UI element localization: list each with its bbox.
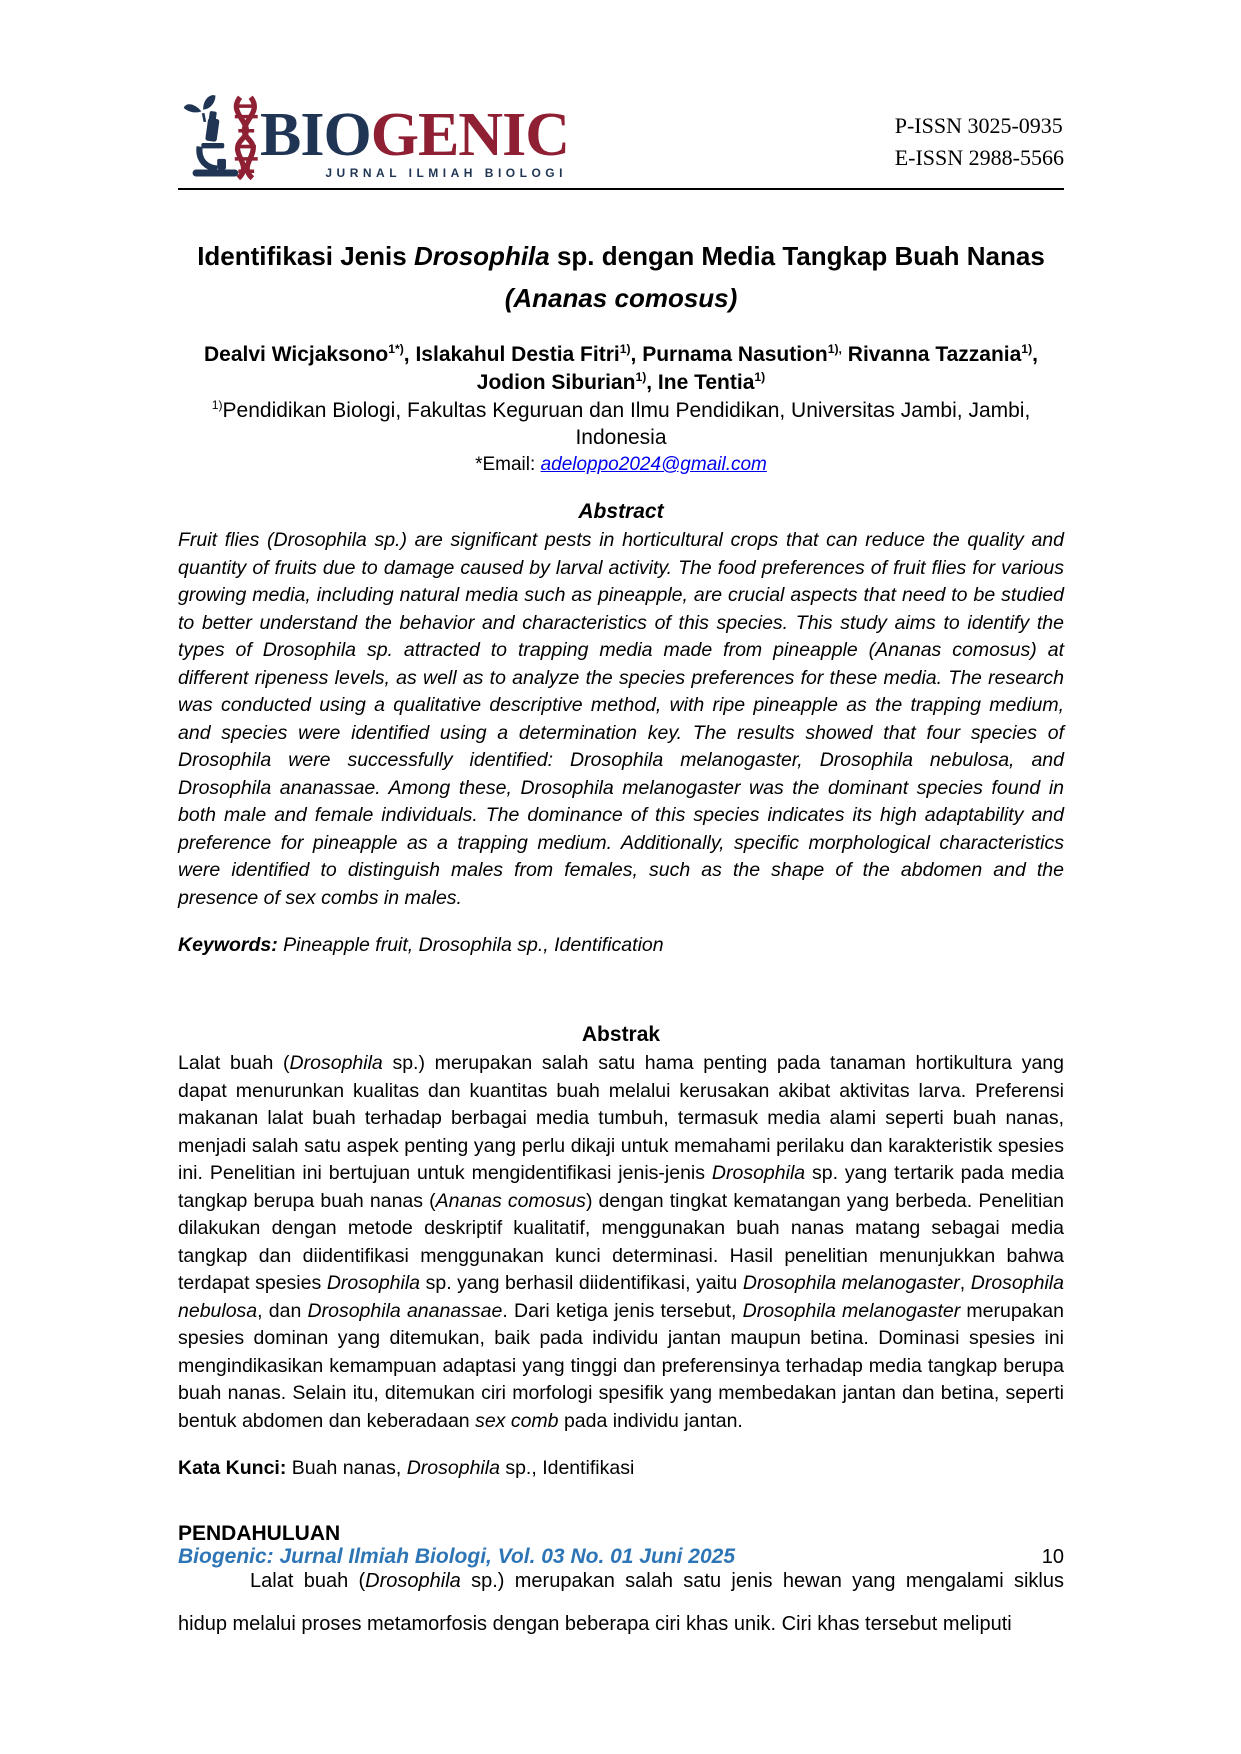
keywords-line: Keywords: Pineapple fruit, Drosophila sp., Identification [178, 934, 664, 957]
footer-journal-line: Biogenic: Jurnal Ilmiah Biologi, Vol. 03 No. 01 Juni 2025 [178, 1545, 736, 1568]
abstract-body-id: Lalat buah (Drosophila sp.) merupakan salah satu hama penting pada tanaman hortikultura yang dapat menurunkan kualitas dan kuantitas buah melalui kerusakan akibat aktivitas larva. Preferensi makanan lalat buah terhadap berbagai media tumbuh, termasuk media alami seperti buah nanas, menjadi salah satu aspek penting yang perlu dikaji untuk memahami perilaku dan karakteristik spesies ini. Penelitian ini bertujuan untuk mengidentifikasi jenis-jenis Drosophila sp. yang tertarik pada media tangkap berupa buah nanas (Ananas comosus) dengan tingkat kematangan yang berbeda. Penelitian dilakukan dengan metode deskriptif kualitatif, menggunakan buah nanas matang sebagai media tangkap dan diidentifikasi menggunakan kunci determinasi. Hasil penelitian menunjukkan bahwa terdapat spesies Drosophila sp. yang berhasil diidentifikasi, yaitu Drosophila melanogaster, Drosophila nebulosa, dan Drosophila ananassae. Dari ketiga jenis tersebut, Drosophila melanogaster merupakan spesies dominan yang ditemukan, baik pada individu jantan maupun betina. Dominasi spesies ini mengindikasikan kemampuan adaptasi yang tinggi dan preferensinya terhadap media tangkap berupa buah nanas. Selain itu, ditemukan ciri morfologi spesifik yang membedakan jantan dan betina, seperti bentuk abdomen dan keberadaan sex comb pada individu jantan. [178, 1052, 1064, 1432]
logo-bio-text: BIO [260, 101, 371, 170]
article-title: Identifikasi Jenis Drosophila sp. dengan Media Tangkap Buah Nanas (Ananas comosus) [197, 241, 1045, 313]
authors-block [178, 341, 1064, 396]
abstract-heading-id: Abstrak [581, 1023, 661, 1047]
affiliation: $^{1)}$Pendidikan Biologi, Fakultas Keguruan dan Ilmu Pendidikan, Universitas Jambi, Jambi, Indonesia [211, 397, 1031, 450]
logo-genic-text: GENIC [370, 101, 569, 170]
email-label: *Email: [475, 454, 541, 476]
e-issn: E-ISSN 2988-5566 [894, 145, 1064, 170]
header-divider [178, 188, 1064, 190]
p-issn: P-ISSN 3025-0935 [894, 113, 1063, 138]
authors-line-1: Dealvi Wicjaksono$^{1*)}$, Islakahul Destia Fitri$^{1)}$, Purnama Nasution$^{1),}$ Rivanna Tazzania$^{1)}$, [204, 342, 1038, 367]
issn-block [895, 110, 1064, 180]
introduction-heading: PENDAHULUAN [178, 1522, 341, 1546]
biogenic-logo [178, 92, 569, 180]
abstract-heading-en: Abstract [578, 500, 664, 524]
introduction-paragraph: Lalat buah (Drosophila sp.) merupakan salah satu jenis hewan yang mengalami siklus hidup melalui proses metamorfosis dengan beberapa ciri khas unik. Ciri khas tersebut meliputi [178, 1570, 1064, 1636]
footer-page-number: 10 [1041, 1546, 1064, 1568]
kata-kunci-line: Kata Kunci: Buah nanas, Drosophila sp., Identifikasi [178, 1457, 635, 1480]
biogenic-logo-icon [178, 92, 274, 180]
logo-text [260, 101, 569, 180]
email-line [178, 454, 1064, 476]
logo-wordmark [260, 101, 569, 170]
journal-header [178, 0, 1064, 180]
email-link[interactable]: adeloppo2024@gmail.com [540, 454, 767, 476]
abstract-body-en: Fruit flies (Drosophila sp.) are significant pests in horticultural crops that can reduce the quality and quantity of fruits due to damage caused by larval activity. The food preferences of fruit flies for various growing media, including natural media such as pineapple, are crucial aspects that need to be studied to better understand the behavior and characteristics of this species. This study aims to identify the types of Drosophila sp. attracted to trapping media made from pineapple (Ananas comosus) at different ripeness levels, as well as to analyze the species preferences for these media. The research was conducted using a qualitative descriptive method, with ripe pineapple as the trapping medium, and species were identified using a determination key. The results showed that four species of Drosophila were successfully identified: Drosophila melanogaster, Drosophila nebulosa, and Drosophila ananassae. Among these, Drosophila melanogaster was the dominant species found in both male and female individuals. The dominance of this species indicates its high adaptability and preference for pineapple as a trapping medium. Additionally, specific morphological characteristics were identified to distinguish males from females, such as the shape of the abdomen and the presence of sex combs in males. [178, 529, 1064, 909]
page-footer [178, 1545, 1064, 1569]
logo-subtitle: JURNAL ILMIAH BIOLOGI [325, 166, 567, 180]
authors-line-2: Jodion Siburian$^{1)}$, Ine Tentia$^{1)}$ [476, 369, 766, 394]
page-content [178, 0, 1064, 1646]
